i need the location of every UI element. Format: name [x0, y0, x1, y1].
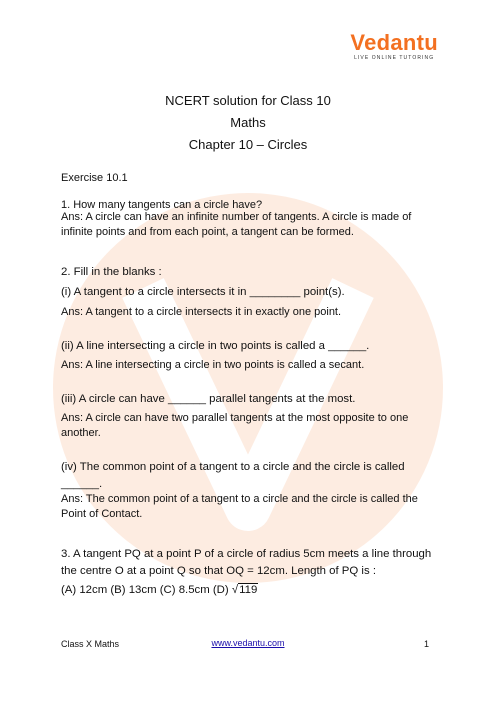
- q2-iv-answer: Ans: The common point of a tangent to a circle and the circle is called the Point of Contact.: [61, 493, 418, 520]
- footer-link-wrap: [0, 638, 496, 648]
- q1-question: 1. How many tangents can a circle have?: [61, 199, 263, 211]
- footer-class-label: Class X Maths: [61, 639, 120, 649]
- q2-iii-answer: Ans: A circle can have two parallel tangents at the most opposite to one another.: [61, 412, 409, 439]
- sqrt-symbol: √119: [231, 584, 258, 596]
- vedantu-logo: [350, 32, 438, 61]
- footer-website-link[interactable]: www.vedantu.com: [211, 638, 285, 648]
- document-title: NCERT solution for Class 10: [165, 93, 331, 108]
- q2-ii-answer: Ans: A line intersecting a circle in two points is called a secant.: [61, 359, 365, 371]
- q1-answer: Ans: A circle can have an infinite number of tangents. A circle is made of infinite points and from each point, a tangent can be formed.: [61, 211, 412, 238]
- q3-options-text: (A) 12cm (B) 13cm (C) 8.5cm (D): [61, 584, 229, 596]
- q3-option-d-value: 119: [239, 584, 258, 596]
- exercise-heading: Exercise 10.1: [61, 172, 128, 184]
- q2-i-question: (i) A tangent to a circle intersects it in ________ point(s).: [61, 286, 345, 298]
- q2-iv-question: (iv) The common point of a tangent to a circle and the circle is called ______.: [61, 461, 405, 490]
- q2-iii-question: (iii) A circle can have ______ parallel tangents at the most.: [61, 393, 356, 405]
- subject-title: Maths: [230, 115, 266, 130]
- q3-question: 3. A tangent PQ at a point P of a circle of radius 5cm meets a line through the centre O at a point Q so that OQ = 12cm. Length of PQ is :: [61, 548, 432, 577]
- logo-tagline: LIVE ONLINE TUTORING: [354, 55, 435, 61]
- chapter-title: Chapter 10 – Circles: [188, 137, 308, 152]
- q2-heading: 2. Fill in the blanks :: [61, 266, 162, 278]
- vedantu-watermark: [48, 178, 448, 598]
- page-number: 1: [424, 639, 430, 649]
- q2-i-answer: Ans: A tangent to a circle intersects it in exactly one point.: [61, 306, 342, 318]
- q3-options: [61, 583, 258, 598]
- logo-wordmark: Vedantu: [350, 30, 438, 55]
- q2-ii-question: (ii) A line intersecting a circle in two points is called a ______.: [61, 340, 370, 352]
